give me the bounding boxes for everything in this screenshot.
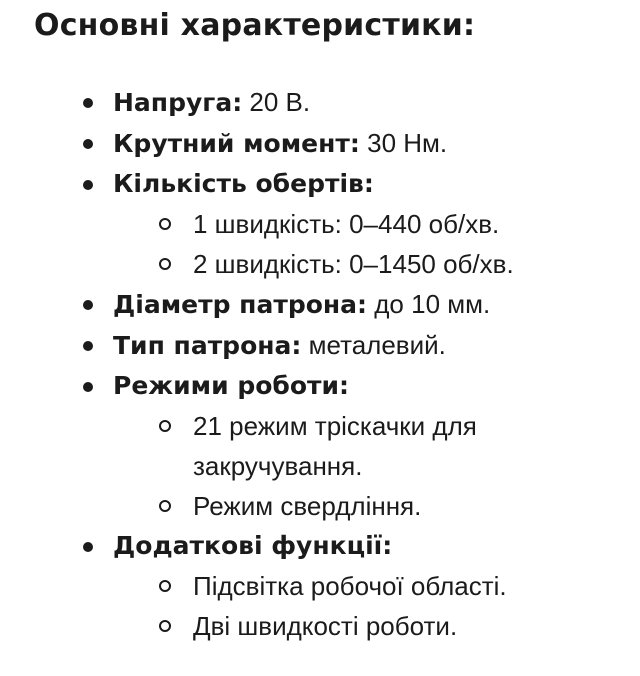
bullet-icon <box>83 341 93 351</box>
spec-label: Діаметр патрона: <box>113 290 368 319</box>
sub-list <box>113 406 640 526</box>
spec-item-chuck-type <box>0 325 640 366</box>
bullet-icon <box>83 300 93 310</box>
spec-label: Тип патрона: <box>113 331 302 360</box>
circle-bullet-icon <box>159 580 171 592</box>
specs-list <box>0 82 640 646</box>
circle-bullet-icon <box>159 420 171 432</box>
circle-bullet-icon <box>159 500 171 512</box>
sub-list <box>113 566 640 646</box>
spec-item-modes <box>0 366 640 526</box>
sub-item <box>0 204 640 244</box>
spec-value: металевий. <box>301 330 446 360</box>
bullet-icon <box>83 139 93 149</box>
spec-label: Кількість обертів: <box>113 169 374 198</box>
sub-item-text: 21 режим тріскачки для закручування. <box>193 411 477 481</box>
bullet-icon <box>83 542 93 552</box>
sub-item <box>0 606 640 646</box>
spec-value: 20 В. <box>242 87 311 117</box>
sub-item <box>0 244 640 284</box>
spec-label: Крутний момент: <box>113 129 360 158</box>
sub-item-text: Режим свердління. <box>193 491 422 521</box>
sub-item-text: Дві швидкості роботи. <box>193 611 458 641</box>
bullet-icon <box>83 382 93 392</box>
spec-item-torque <box>0 123 640 164</box>
section-heading: Основні характеристики: <box>34 8 476 43</box>
sub-item <box>0 566 640 606</box>
bullet-icon <box>83 98 93 108</box>
sub-list <box>113 204 640 284</box>
spec-value: до 10 мм. <box>367 289 491 319</box>
spec-item-extra-functions <box>0 526 640 646</box>
sub-item <box>0 406 543 486</box>
spec-value: 30 Нм. <box>359 128 448 158</box>
spec-label: Додаткові функції: <box>113 531 393 560</box>
bullet-icon <box>83 180 93 190</box>
sub-item-text: 1 швидкість: 0–440 об/хв. <box>193 209 500 239</box>
spec-item-chuck-diameter <box>0 284 640 325</box>
spec-item-voltage <box>0 82 640 123</box>
spec-item-rpm <box>0 164 640 284</box>
spec-label: Режими роботи: <box>113 371 350 400</box>
sub-item <box>0 486 640 526</box>
sub-item-text: 2 швидкість: 0–1450 об/хв. <box>193 249 514 279</box>
sub-item-text: Підсвітка робочої області. <box>193 571 507 601</box>
spec-label: Напруга: <box>113 88 243 117</box>
circle-bullet-icon <box>159 620 171 632</box>
circle-bullet-icon <box>159 218 171 230</box>
circle-bullet-icon <box>159 258 171 270</box>
